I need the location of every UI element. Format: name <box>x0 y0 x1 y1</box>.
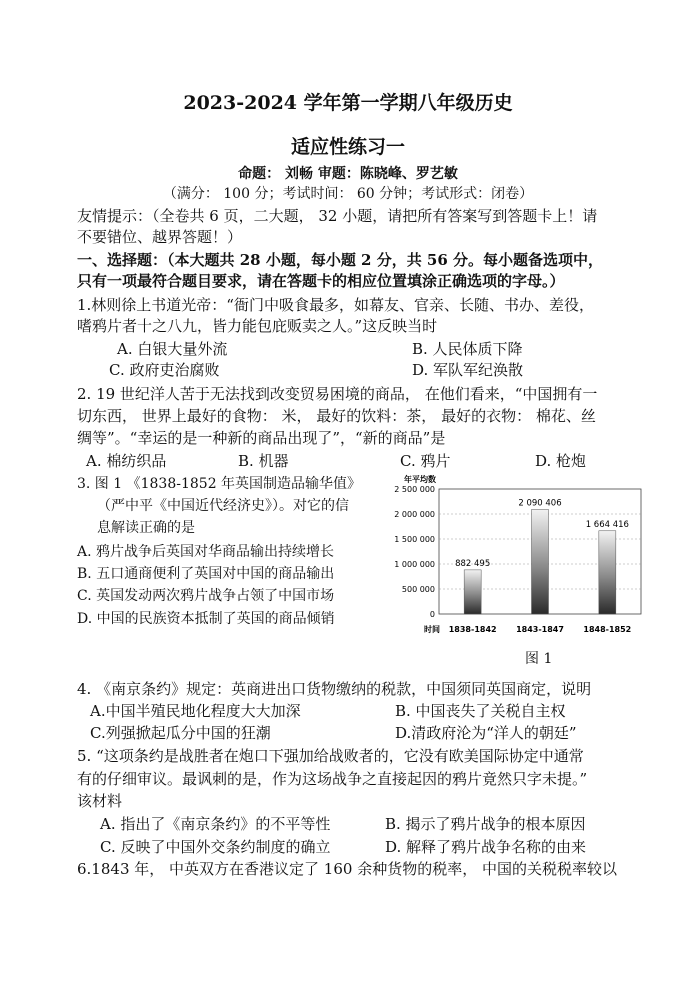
q1-option-b: B. 人民体质下降 <box>412 340 523 358</box>
exam-subtitle: 适应性练习一 <box>290 136 405 158</box>
q5-line-1: 5. “这项条约是战胜者在炮口下强加给战败者的，它没有欧美国际协定中通常 <box>77 747 584 765</box>
q4-option-d: D.清政府沦为“洋人的朝廷” <box>395 724 577 742</box>
chart-bar <box>532 509 549 614</box>
chart-xtick-label: 1843-1847 <box>516 625 564 634</box>
exam-info: （满分： 100 分；考试时间： 60 分钟；考试形式：闭卷） <box>162 186 534 202</box>
q5-line-2: 有的仔细审议。最讽刺的是，作为这场战争之直接起因的鸦片竟然只字未提。” <box>77 770 588 788</box>
section-1-line-2: 只有一项最符合题目要求，请在答题卡的相应位置填涂正确选项的字母。） <box>77 272 565 290</box>
q4-line-1: 4. 《南京条约》规定：英商进出口货物缴纳的税款，中国须同英国商定，说明 <box>77 680 592 698</box>
q3-option-a: A. 鸦片战争后英国对华商品输出持续增长 <box>77 544 335 560</box>
q5-option-a: A. 指出了《南京条约》的不平等性 <box>100 815 331 833</box>
chart-ytick-label: 1 000 000 <box>394 560 435 569</box>
figure-1-chart <box>392 474 642 644</box>
chart-xlabel: 时间 <box>424 625 440 634</box>
q2-line-1: 2. 19 世纪洋人苦于无法找到改变贸易困境的商品， 在他们看来，“中国拥有一 <box>77 385 598 403</box>
figure-1-caption: 图 1 <box>525 651 553 667</box>
tips-line-1: 友情提示：（全卷共 6 页，二大题， 32 小题，请把所有答案写到答题卡上！请 <box>77 207 598 225</box>
q3-option-b: B. 五口通商便利了英国对中国的商品输出 <box>77 566 335 582</box>
q2-line-3: 绸等”。“幸运的是一种新的商品出现了”，“新的商品”是 <box>77 429 446 447</box>
q5-line-3: 该材料 <box>77 792 123 810</box>
chart-bar <box>464 570 481 614</box>
q3-line-3: 息解读正确的是 <box>97 520 195 536</box>
q2-option-a: A. 棉纺织品 <box>86 452 167 470</box>
q1-option-c: C. 政府吏治腐败 <box>109 361 220 379</box>
q2-option-b: B. 机器 <box>238 452 289 470</box>
chart-xtick-label: 1838-1842 <box>448 625 497 634</box>
tips-line-2: 不要错位、越界答题！） <box>77 228 243 246</box>
chart-ytick-label: 2 000 000 <box>394 510 435 519</box>
chart-bar <box>599 531 616 614</box>
chart-xtick-label: 1848-1852 <box>583 625 632 634</box>
q6-line-1: 6.1843 年， 中英双方在香港议定了 160 余种货物的税率， 中国的关税税率较以 <box>77 860 617 878</box>
q2-line-2: 切东西， 世界上最好的食物： 米， 最好的饮料：茶， 最好的衣物： 棉花、丝 <box>77 407 596 425</box>
q5-option-d: D. 解释了鸦片战争名称的由来 <box>385 838 587 856</box>
chart-ytick-label: 500 000 <box>401 585 435 594</box>
q3-line-2: （严中平《中国近代经济史》）。对它的信 <box>97 498 349 514</box>
q3-option-c: C. 英国发动两次鸦片战争占领了中国市场 <box>77 588 335 604</box>
chart-data-label: 882 495 <box>455 558 491 569</box>
q5-option-c: C. 反映了中国外交条约制度的确立 <box>100 838 331 856</box>
q2-option-d: D. 枪炮 <box>535 452 587 470</box>
q3-line-1: 3. 图 1 《1838-1852 年英国制造品输华值》 <box>77 476 362 492</box>
q5-option-b: B. 揭示了鸦片战争的根本原因 <box>385 815 586 833</box>
q1-option-d: D. 军队军纪涣散 <box>412 361 524 379</box>
chart-data-label: 1 664 416 <box>585 519 629 530</box>
chart-ytick-label: 0 <box>429 610 435 619</box>
exam-authors: 命题： 刘畅 审题：陈晓峰、罗艺敏 <box>238 166 458 182</box>
q3-option-d: D. 中国的民族资本抵制了英国的商品倾销 <box>77 611 335 627</box>
section-1-line-1: 一、选择题：（本大题共 28 小题，每小题 2 分，共 56 分。每小题备选项中， <box>77 251 604 269</box>
q4-option-b: B. 中国丧失了关税自主权 <box>395 702 566 720</box>
chart-ytick-label: 1 500 000 <box>394 535 435 544</box>
chart-ylabel: 年平均数 <box>404 475 436 484</box>
exam-title: 2023-2024 学年第一学期八年级历史 <box>183 92 513 114</box>
chart-data-label: 2 090 406 <box>518 498 562 509</box>
q1-option-a: A. 白银大量外流 <box>117 340 228 358</box>
q4-option-a: A.中国半殖民地化程度大大加深 <box>90 702 301 720</box>
q4-option-c: C.列强掀起瓜分中国的狂潮 <box>90 724 271 742</box>
chart-ytick-label: 2 500 000 <box>394 485 435 494</box>
q2-option-c: C. 鸦片 <box>400 452 451 470</box>
q1-line-1: 1.林则徐上书道光帝：“衙门中吸食最多，如幕友、官亲、长随、书办、差役， <box>77 296 594 314</box>
q1-line-2: 嗜鸦片者十之八九，皆力能包庇贩卖之人。”这反映当时 <box>77 317 438 335</box>
